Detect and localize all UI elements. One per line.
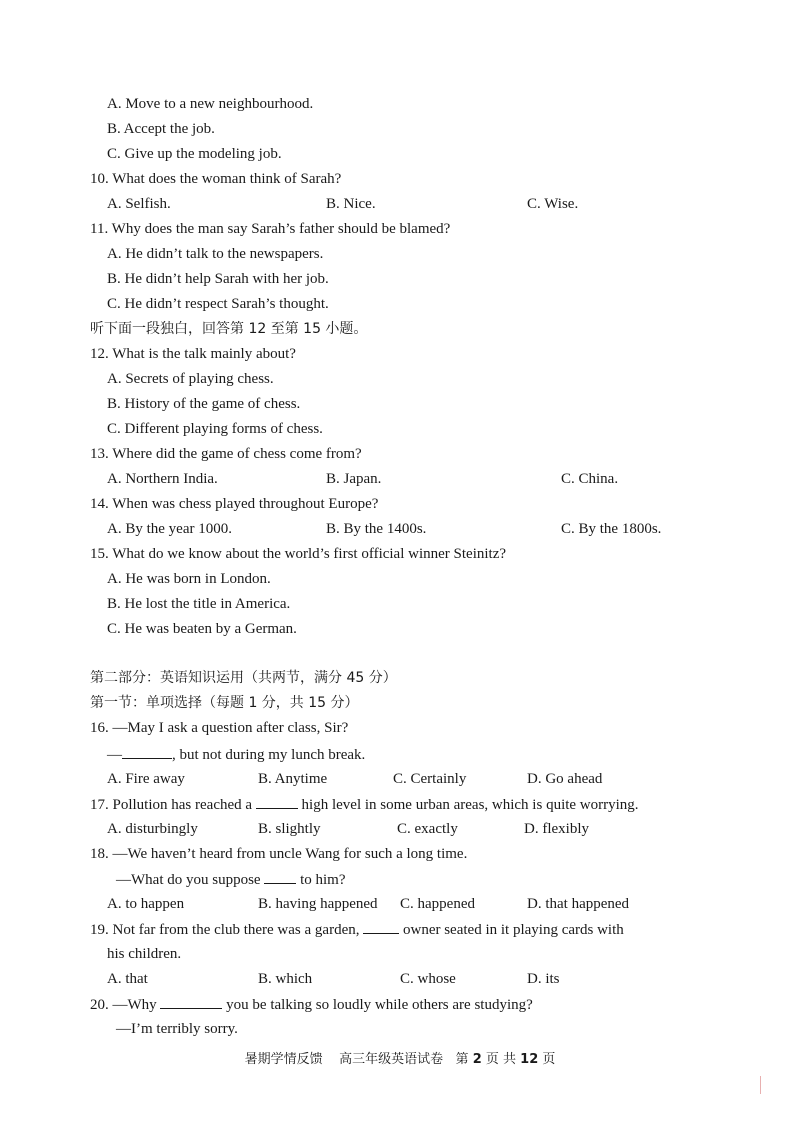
q11-option-c: C. He didn’t respect Sarah’s thought. <box>107 296 329 312</box>
q19-stem-end: owner seated in it playing cards with <box>399 922 624 938</box>
q18-stem: 18. —We haven’t heard from uncle Wang for such a long time. <box>90 846 468 862</box>
q14-stem: 14. When was chess played throughout Europe? <box>90 496 379 512</box>
section-one-heading: 第一节：单项选择（每题 1 分，共 15 分） <box>90 695 359 711</box>
q17-option-c: C. exactly <box>397 821 458 837</box>
footer-page-suffix: 页 <box>542 1052 556 1067</box>
q13-option-b: B. Japan. <box>326 471 382 487</box>
q20-blank <box>160 994 222 1009</box>
q18-option-b: B. having happened <box>258 896 378 912</box>
q19-blank <box>363 919 399 934</box>
q10-stem: 10. What does the woman think of Sarah? <box>90 171 342 187</box>
q19-option-b: B. which <box>258 971 313 987</box>
q14-option-a: A. By the year 1000. <box>107 521 232 537</box>
footer-title: 暑期学情反馈 <box>244 1052 323 1067</box>
margin-mark <box>760 1076 761 1094</box>
q12-stem: 12. What is the talk mainly about? <box>90 346 296 362</box>
q19-stem <box>90 919 624 940</box>
q14-option-b: B. By the 1400s. <box>326 521 427 537</box>
q15-option-c: C. He was beaten by a German. <box>107 621 297 637</box>
q11-option-b: B. He didn’t help Sarah with her job. <box>107 271 329 287</box>
q16-response <box>107 744 365 765</box>
q20-stem-end: you be talking so loudly while others are studying? <box>222 997 533 1013</box>
q20-response: —I’m terribly sorry. <box>116 1021 238 1037</box>
q10-option-b: B. Nice. <box>326 196 376 212</box>
q15-option-b: B. He lost the title in America. <box>107 596 291 612</box>
q17-option-b: B. slightly <box>258 821 321 837</box>
q13-option-c: C. China. <box>561 471 619 487</box>
q16-option-d: D. Go ahead <box>527 771 603 787</box>
q20-stem-start: 20. —Why <box>90 997 161 1013</box>
q9-option-c: C. Give up the modeling job. <box>107 146 282 162</box>
q10-option-c: C. Wise. <box>527 196 579 212</box>
q16-option-c: C. Certainly <box>393 771 467 787</box>
q16-option-a: A. Fire away <box>107 771 185 787</box>
q18-option-a: A. to happen <box>107 896 185 912</box>
q16-dash: — <box>107 747 122 763</box>
q19-stem-start: 19. Not far from the club there was a garden, <box>90 922 364 938</box>
q16-response-text: , but not during my lunch break. <box>172 747 366 763</box>
footer-page-number: 2 <box>472 1052 482 1067</box>
q9-option-a: A. Move to a new neighbourhood. <box>107 96 314 112</box>
q16-blank <box>122 744 172 759</box>
footer-page-middle: 页 共 <box>485 1052 517 1067</box>
q18-blank <box>264 869 296 884</box>
q19-option-a: A. that <box>107 971 148 987</box>
q16-option-b: B. Anytime <box>258 771 328 787</box>
q17-stem-end: high level in some urban areas, which is quite worrying. <box>297 797 639 813</box>
footer-page-prefix: 第 <box>455 1052 469 1067</box>
q13-stem: 13. Where did the game of chess come from? <box>90 446 362 462</box>
q13-option-a: A. Northern India. <box>107 471 218 487</box>
q15-stem: 15. What do we know about the world’s first official winner Steinitz? <box>90 546 507 562</box>
q19-stem-continued: his children. <box>107 946 182 962</box>
q12-option-c: C. Different playing forms of chess. <box>107 421 323 437</box>
q17-option-d: D. flexibly <box>524 821 589 837</box>
q20-stem <box>90 994 533 1015</box>
q11-stem: 11. Why does the man say Sarah’s father should be blamed? <box>90 221 451 237</box>
q19-option-d: D. its <box>527 971 560 987</box>
q18-option-c: C. happened <box>400 896 475 912</box>
q17-stem <box>90 794 639 815</box>
q18-response-end: to him? <box>296 872 346 888</box>
q17-blank <box>256 794 298 809</box>
q17-stem-start: 17. Pollution has reached a <box>90 797 256 813</box>
q12-option-b: B. History of the game of chess. <box>107 396 301 412</box>
q17-option-a: A. disturbingly <box>107 821 198 837</box>
part-two-heading: 第二部分：英语知识运用（共两节，满分 45 分） <box>90 670 397 686</box>
page-footer <box>0 1050 800 1070</box>
q16-stem: 16. —May I ask a question after class, Sir? <box>90 720 349 736</box>
q14-option-c: C. By the 1800s. <box>561 521 662 537</box>
q10-option-a: A. Selfish. <box>107 196 171 212</box>
footer-total-pages: 12 <box>520 1052 539 1067</box>
q18-response-start: —What do you suppose <box>116 872 265 888</box>
footer-subject: 高三年级英语试卷 <box>339 1052 444 1067</box>
q18-response <box>116 869 346 890</box>
q19-option-c: C. whose <box>400 971 456 987</box>
q15-option-a: A. He was born in London. <box>107 571 271 587</box>
listening-instruction: 听下面一段独白，回答第 12 至第 15 小题。 <box>90 321 368 337</box>
q9-option-b: B. Accept the job. <box>107 121 215 137</box>
q18-option-d: D. that happened <box>527 896 630 912</box>
q11-option-a: A. He didn’t talk to the newspapers. <box>107 246 324 262</box>
q12-option-a: A. Secrets of playing chess. <box>107 371 274 387</box>
